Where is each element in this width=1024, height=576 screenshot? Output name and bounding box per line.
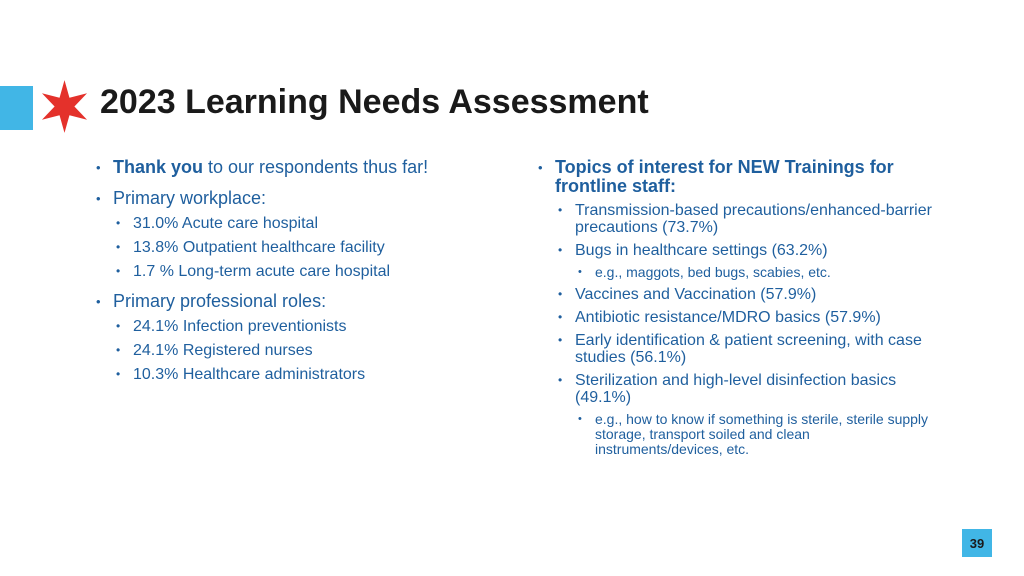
right-column [538, 158, 938, 457]
workplace-bullet [96, 189, 476, 280]
roles-bullet [96, 292, 476, 383]
page-number: 39 [962, 529, 992, 557]
topics-bullet [538, 158, 938, 457]
topics-heading: Topics of interest for NEW Trainings for frontline staff: [555, 157, 894, 196]
star-icon [37, 79, 92, 134]
list-item: • 31.0% Acute care hospital [113, 215, 476, 232]
list-item: • 1.7 % Long-term acute care hospital [113, 263, 476, 280]
thank-you-bold: Thank you [113, 157, 204, 177]
example-item: • e.g., how to know if something is sterile, sterile supply storage, transport soiled and clean instruments/devices, etc. [575, 412, 938, 457]
thank-you-rest: to our respondents thus far! [203, 157, 429, 177]
thank-you-bullet [96, 158, 476, 177]
list-item: • 10.3% Healthcare administrators [113, 366, 476, 383]
list-item: • 13.8% Outpatient healthcare facility [113, 239, 476, 256]
list-item: • 24.1% Registered nurses [113, 342, 476, 359]
example-item: • e.g., maggots, bed bugs, scabies, etc. [575, 265, 938, 280]
left-column [96, 158, 476, 395]
list-item [555, 372, 938, 457]
list-item [555, 242, 938, 280]
list-item: • Antibiotic resistance/MDRO basics (57.9%) [555, 309, 938, 326]
page-title: 2023 Learning Needs Assessment [100, 83, 649, 121]
list-item: • 24.1% Infection preventionists [113, 318, 476, 335]
list-item: • Vaccines and Vaccination (57.9%) [555, 286, 938, 303]
list-item: • Early identification & patient screening, with case studies (56.1%) [555, 332, 938, 366]
list-item-text: Bugs in healthcare settings (63.2%) [575, 242, 828, 259]
accent-bar [0, 86, 33, 130]
roles-label: Primary professional roles: [113, 291, 327, 311]
list-item: • Transmission-based precautions/enhanced-barrier precautions (73.7%) [555, 202, 938, 236]
list-item-text: Sterilization and high-level disinfection basics (49.1%) [575, 372, 897, 406]
workplace-label: Primary workplace: [113, 188, 267, 208]
